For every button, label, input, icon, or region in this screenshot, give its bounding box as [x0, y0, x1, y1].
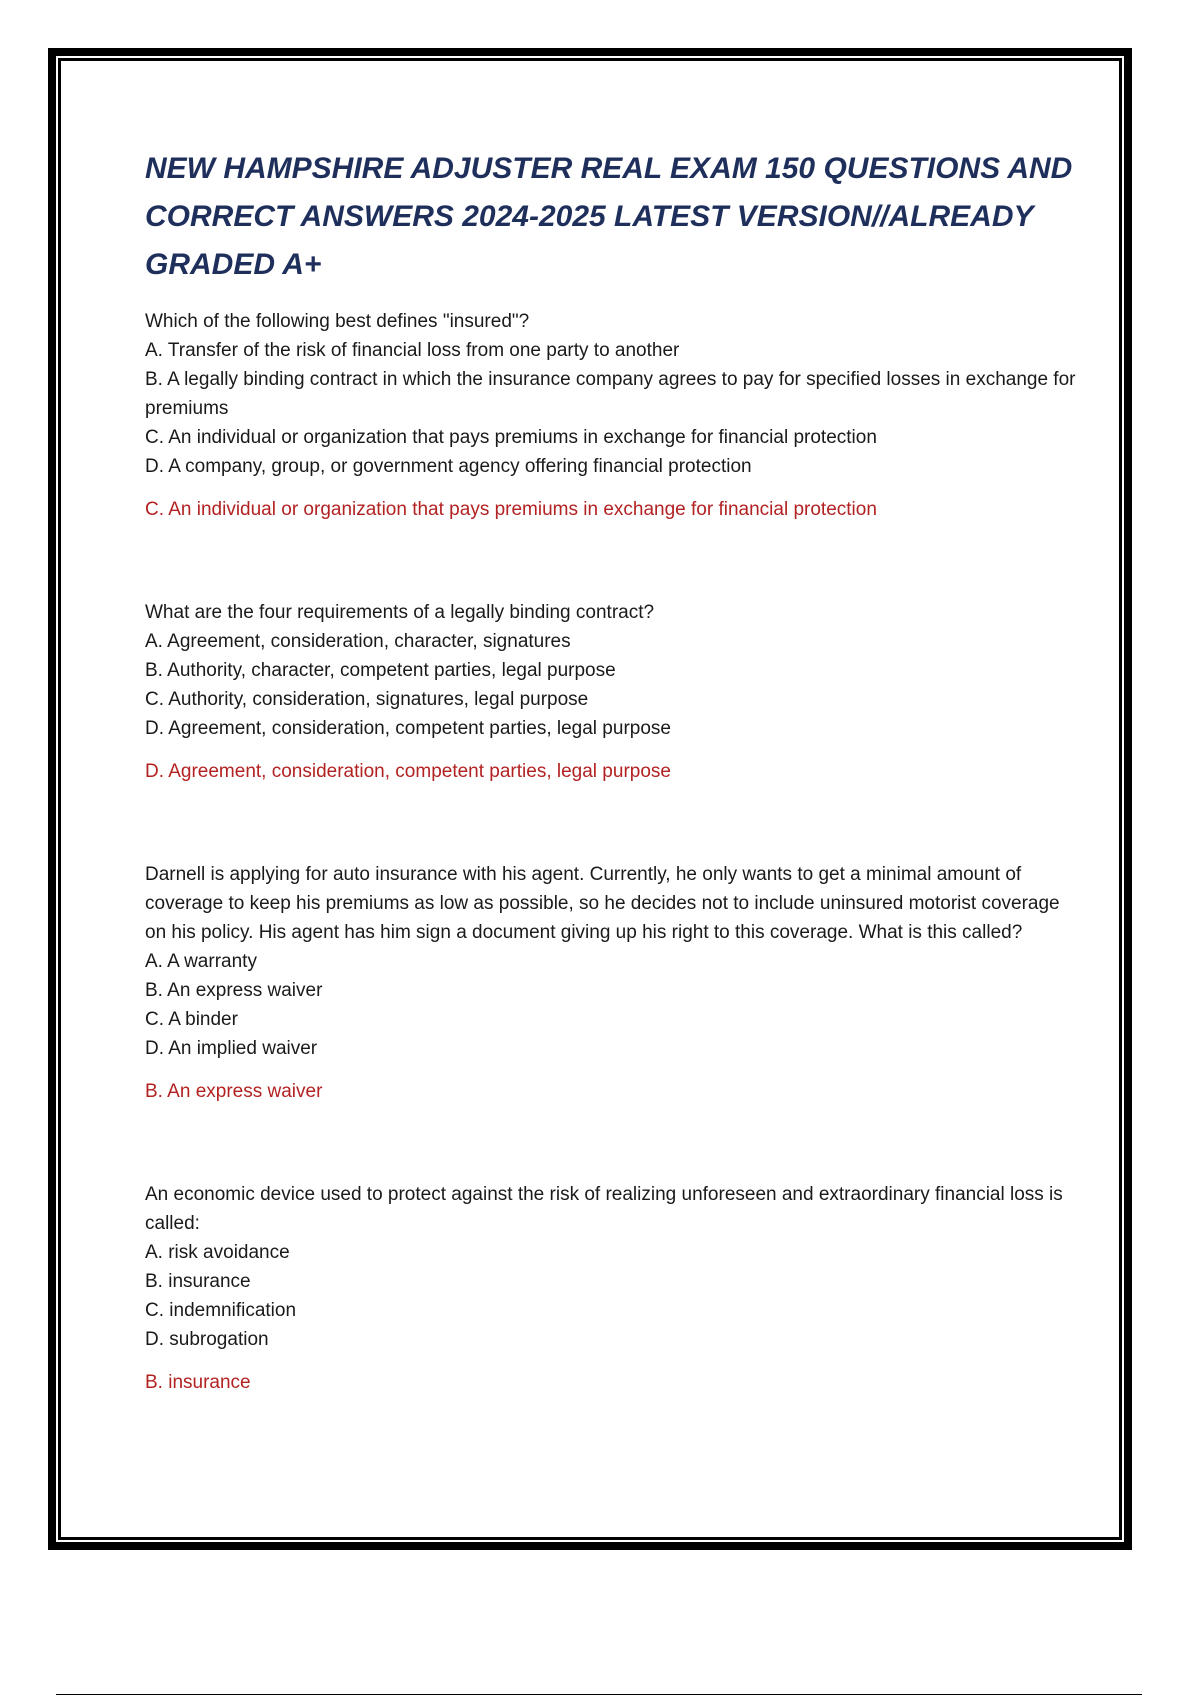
- question-text: Which of the following best defines "insured"?: [145, 311, 530, 332]
- option-b: B. Authority, character, competent parties, legal purpose: [145, 660, 616, 681]
- question-block: [145, 598, 1085, 786]
- option-a: A. Agreement, consideration, character, signatures: [145, 631, 571, 652]
- option-a: A. Transfer of the risk of financial loss from one party to another: [145, 340, 680, 361]
- option-d: D. A company, group, or government agency offering financial protection: [145, 456, 752, 477]
- option-b: B. A legally binding contract in which the insurance company agrees to pay for specified losses in exchange for premiums: [145, 369, 1076, 419]
- document-content: [145, 145, 1085, 1471]
- option-d: D. Agreement, consideration, competent parties, legal purpose: [145, 718, 671, 739]
- option-c: C. indemnification: [145, 1300, 297, 1321]
- correct-answer: C. An individual or organization that pays premiums in exchange for financial protection: [145, 499, 877, 520]
- option-a: A. risk avoidance: [145, 1242, 290, 1263]
- correct-answer: B. An express waiver: [145, 1081, 323, 1102]
- question-text: Darnell is applying for auto insurance with his agent. Currently, he only wants to get a minimal amount of coverage to keep his premiums as low as possible, so he decides not to include uninsured motorist coverage on his policy. His agent has him sign a document giving up his right to this coverage. What is this called?: [145, 864, 1060, 943]
- question-block: [145, 860, 1085, 1106]
- document-title: NEW HAMPSHIRE ADJUSTER REAL EXAM 150 QUESTIONS AND CORRECT ANSWERS 2024-2025 LATEST VERSION//ALREADY GRADED A+: [145, 152, 1073, 281]
- question-text: What are the four requirements of a legally binding contract?: [145, 602, 655, 623]
- question-block: [145, 307, 1085, 524]
- option-c: C. An individual or organization that pays premiums in exchange for financial protection: [145, 427, 877, 448]
- question-text: An economic device used to protect against the risk of realizing unforeseen and extraordinary financial loss is called:: [145, 1184, 1063, 1234]
- option-c: C. A binder: [145, 1009, 238, 1030]
- option-d: D. subrogation: [145, 1329, 269, 1350]
- correct-answer: B. insurance: [145, 1372, 251, 1393]
- question-block: [145, 1180, 1085, 1397]
- option-d: D. An implied waiver: [145, 1038, 318, 1059]
- footer-rule: [56, 1694, 1142, 1695]
- option-c: C. Authority, consideration, signatures, legal purpose: [145, 689, 589, 710]
- correct-answer: D. Agreement, consideration, competent parties, legal purpose: [145, 761, 671, 782]
- option-b: B. An express waiver: [145, 980, 323, 1001]
- option-b: B. insurance: [145, 1271, 251, 1292]
- option-a: A. A warranty: [145, 951, 257, 972]
